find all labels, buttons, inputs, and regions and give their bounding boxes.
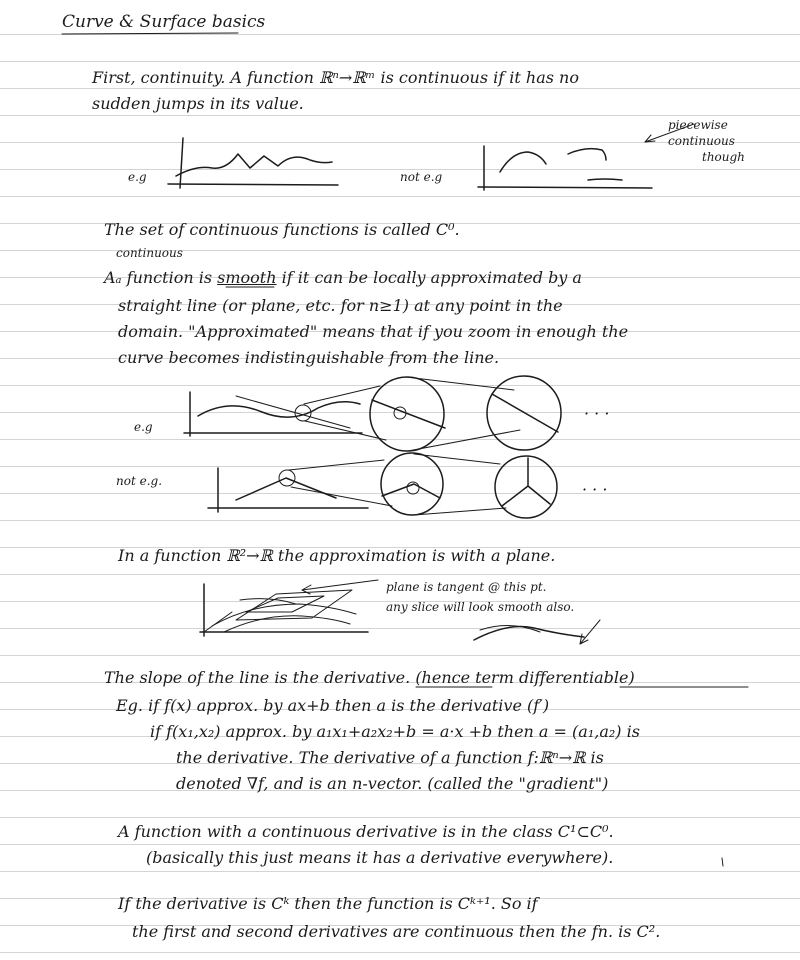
continuity-not-eg-label: not e.g	[400, 170, 443, 184]
smooth-zoom-sketch	[184, 376, 561, 451]
smooth-text-1	[104, 268, 582, 288]
smooth-word: smooth	[217, 268, 277, 287]
plane-text: In a function ℝ²→ℝ the approximation is with a plane.	[118, 546, 556, 565]
piecewise-note-3: though	[702, 150, 745, 164]
piecewise-note-2: continuous	[668, 134, 735, 148]
derivative-text-4: the derivative. The derivative of a function f:ℝⁿ→ℝ is	[176, 748, 604, 767]
derivative-word: derivative	[324, 668, 406, 687]
c1-text-1: A function with a continuous derivative is in the class C¹⊂C⁰.	[118, 822, 614, 841]
derivative-text-5: denoted ∇f, and is an n-vector. (called the "gradient")	[176, 774, 609, 793]
plane-note-2: any slice will look smooth also.	[386, 600, 575, 614]
derivative-text-3: if f(x₁,x₂) approx. by a₁x₁+a₂x₂+b = a·x +b then a = (a₁,a₂) is	[150, 722, 640, 741]
non-smooth-zoom-sketch	[208, 453, 557, 518]
c0-definition: The set of continuous functions is called C⁰.	[104, 220, 460, 239]
derivative-text-1-b: . (hence term	[405, 668, 514, 687]
smooth-caret-word: continuous	[116, 246, 183, 260]
ck-text-2: the first and second derivatives are continuous then the fn. is C².	[132, 922, 661, 941]
derivative-text-1-c: )	[628, 668, 635, 687]
smooth-text-1-b: if it can be locally approximated by a	[281, 268, 582, 287]
smooth-text-2: straight line (or plane, etc. for n≥1) at any point in the	[118, 296, 563, 315]
margin-tick	[722, 858, 723, 866]
ck-text-1: If the derivative is Cᵏ then the function is Cᵏ⁺¹. So if	[118, 894, 538, 913]
continuity-text-1: First, continuity. A function ℝⁿ→ℝᵐ is continuous if it has no	[92, 68, 579, 87]
continuous-graph-sketch	[168, 138, 338, 188]
continuity-text-2: sudden jumps in its value.	[92, 94, 304, 113]
continuity-eg-label: e.g	[128, 170, 147, 184]
page-title: Curve & Surface basics	[62, 12, 266, 32]
smooth-eg-label: e.g	[134, 420, 153, 434]
c1-text-2: (basically this just means it has a derivative everywhere).	[146, 848, 614, 867]
smooth-text-3: domain. "Approximated" means that if you zoom in enough the	[118, 322, 629, 341]
smooth-text-4: curve becomes indistinguishable from the line.	[118, 348, 500, 367]
differentiable-word: differentiable	[518, 668, 629, 687]
discontinuous-graph-sketch	[478, 146, 652, 190]
piecewise-note-1: piecewise	[668, 118, 728, 132]
derivative-text-2: Eg. if f(x) approx. by ax+b then a is the derivative (f′)	[116, 696, 550, 715]
derivative-text-1-a: The slope of the line is the	[104, 668, 319, 687]
smooth-not-eg-label: not e.g.	[116, 474, 163, 488]
plane-note-1: plane is tangent @ this pt.	[386, 580, 547, 594]
smooth-ellipsis-1: · · ·	[584, 404, 610, 423]
derivative-text-1	[104, 668, 635, 688]
title-underline	[62, 33, 238, 34]
smooth-ellipsis-2: · · ·	[582, 480, 608, 499]
smooth-text-1-a: Aₐ function is	[104, 268, 213, 287]
